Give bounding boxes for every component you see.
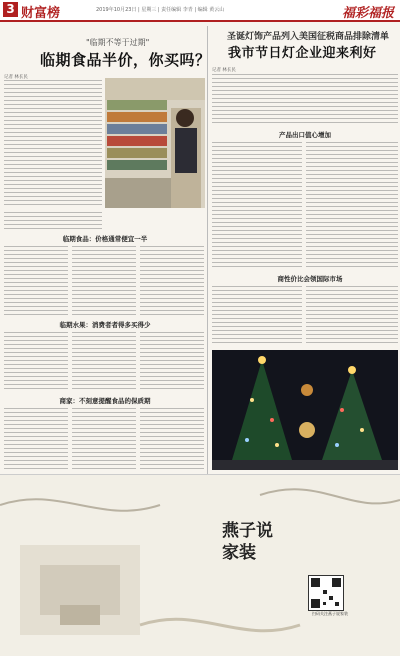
right-subhead-1: 产品出口值心增加	[279, 131, 331, 139]
right-kicker: 圣诞灯饰产品列入美国征税商品排除清单	[227, 32, 390, 42]
column-divider	[207, 26, 208, 474]
right-text-col-3	[212, 286, 302, 346]
left-text-col-3	[140, 246, 204, 316]
left-headline: 临期食品半价，你买吗？	[40, 51, 211, 69]
left-subhead-1: 临期食品：价格通常便宜一半	[62, 235, 148, 243]
left-text-col-6	[140, 332, 204, 392]
left-subhead-3: 商家：不刻意提醒食品的保质期	[59, 397, 151, 405]
section-title: 财富榜	[21, 6, 61, 21]
left-intro-text	[4, 80, 102, 205]
left-byline: 记者 林长民	[4, 75, 28, 80]
left-text-col-1	[4, 246, 68, 316]
left-text-col-2	[72, 246, 136, 316]
right-byline: 记者 林长民	[212, 68, 236, 73]
right-intro-text	[212, 74, 398, 126]
left-subhead-2: 临期水果：消费者者得多买得少	[59, 321, 151, 329]
left-kicker: "临期不等于过期"	[86, 38, 150, 47]
right-text-col-4	[306, 286, 398, 346]
left-text-col-5	[72, 332, 136, 392]
page-number: 3	[3, 2, 18, 17]
ad-title: 燕子说家装	[222, 521, 273, 563]
qr-caption: 扫码关注燕子说家装	[312, 611, 348, 616]
right-text-col-2	[306, 142, 398, 270]
qr-code[interactable]	[308, 575, 344, 611]
left-text-block	[4, 212, 102, 232]
left-text-col-9	[140, 408, 204, 470]
masthead	[0, 0, 400, 22]
right-headline: 我市节日灯企业迎来利好	[228, 46, 377, 61]
right-subhead-2: 商性价比会领国际市场	[277, 275, 343, 283]
newspaper-brand: 福彩福报	[341, 6, 394, 21]
supermarket-photo	[105, 78, 205, 208]
left-text-col-4	[4, 332, 68, 392]
advertisement	[0, 474, 400, 656]
issue-meta: 2019年10月23日 | 星期三 | 责任编辑 李青 | 编辑 黄云山	[96, 7, 225, 13]
christmas-lights-photo	[212, 350, 398, 470]
left-text-col-8	[72, 408, 136, 470]
right-text-col-1	[212, 142, 302, 270]
left-text-col-7	[4, 408, 68, 470]
